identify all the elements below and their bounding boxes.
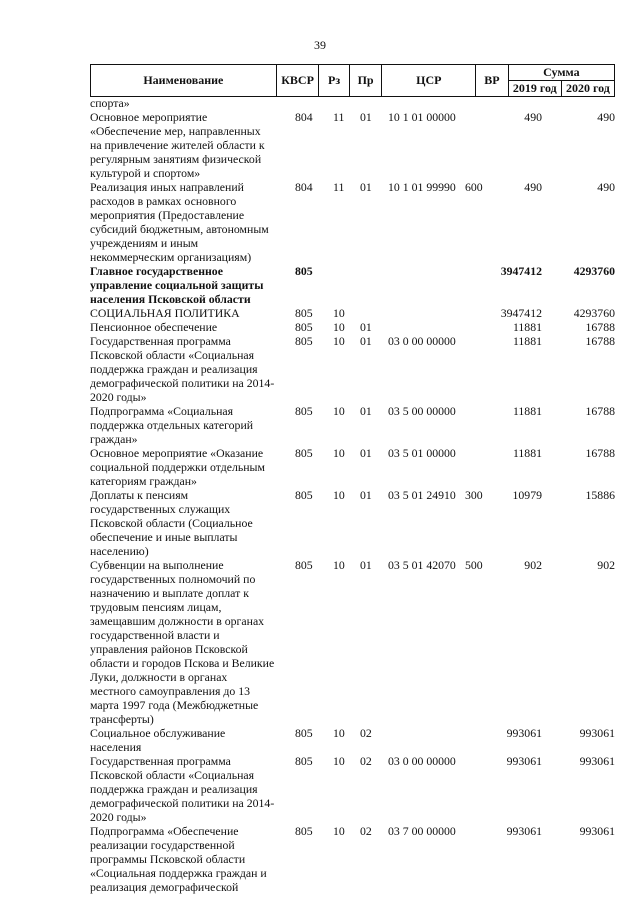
row-rz: 10 xyxy=(333,306,345,320)
header-year-2019: 2019 год xyxy=(508,81,561,97)
header-pr: Пр xyxy=(349,65,382,97)
table-row xyxy=(90,110,615,180)
row-rz: 10 xyxy=(333,320,345,334)
row-pr: 01 xyxy=(360,446,372,460)
row-csr: 03 5 01 42070 xyxy=(388,558,456,572)
row-y2019: 993061 xyxy=(506,754,542,768)
row-vr: 500 xyxy=(465,558,483,572)
row-name: Субвенции на выполнение государственных полномочий по назначению и выплате доплат к трудовым пенсиям лицам, замещавшим должности в органах государственной власти и управления районов Псковской области и городов Пскова и Великие Луки, должности в органах местного самоуправления до 13 марта 1997 года (Межбюджетные трансферты) xyxy=(90,558,275,726)
row-y2020: 16788 xyxy=(585,404,615,418)
row-name: Социальное обслуживание населения xyxy=(90,726,226,754)
row-csr: 03 5 00 00000 xyxy=(388,404,456,418)
header-year-2020: 2020 год xyxy=(561,81,614,97)
header-vr: ВР xyxy=(476,65,508,97)
page-number: 39 xyxy=(314,38,326,52)
header-sum: Сумма xyxy=(508,65,614,81)
row-rz: 10 xyxy=(333,754,345,768)
row-pr: 01 xyxy=(360,334,372,348)
row-y2020: 490 xyxy=(597,110,615,124)
table-row xyxy=(90,180,615,264)
row-y2020: 15886 xyxy=(585,488,615,502)
table-row xyxy=(90,264,615,306)
row-y2020: 16788 xyxy=(585,320,615,334)
row-name: спорта» xyxy=(90,96,130,110)
header-csr: ЦСР xyxy=(382,65,476,97)
row-vr: 600 xyxy=(465,180,483,194)
table-header xyxy=(90,64,615,97)
row-y2019: 3947412 xyxy=(500,306,542,320)
row-name: Основное мероприятие «Обеспечение мер, направленных на привлечение жителей области к регулярным занятиям физической культурой и спортом» xyxy=(90,110,265,180)
row-y2019: 490 xyxy=(524,110,542,124)
row-csr: 03 5 01 24910 xyxy=(388,488,456,502)
row-y2020: 4293760 xyxy=(573,306,615,320)
header-kvsr: КВСР xyxy=(276,65,319,97)
row-y2019: 3947412 xyxy=(500,264,542,278)
row-kvsr: 805 xyxy=(295,726,313,740)
row-y2020: 993061 xyxy=(579,726,615,740)
row-kvsr: 805 xyxy=(295,488,313,502)
row-rz: 10 xyxy=(333,446,345,460)
row-csr: 03 0 00 00000 xyxy=(388,754,456,768)
row-name: Государственная программа Псковской области «Социальная поддержка граждан и реализация демографической политики на 2014-2020 годы» xyxy=(90,754,275,824)
row-y2019: 11881 xyxy=(512,334,542,348)
row-rz: 10 xyxy=(333,404,345,418)
row-pr: 01 xyxy=(360,320,372,334)
row-name: Подпрограмма «Социальная поддержка отдельных категорий граждан» xyxy=(90,404,254,446)
table-body xyxy=(90,96,615,894)
row-rz: 10 xyxy=(333,558,345,572)
row-kvsr: 804 xyxy=(295,110,313,124)
row-y2019: 10979 xyxy=(512,488,542,502)
row-csr: 03 0 00 00000 xyxy=(388,334,456,348)
row-pr: 02 xyxy=(360,726,372,740)
row-pr: 01 xyxy=(360,404,372,418)
row-kvsr: 805 xyxy=(295,264,313,278)
table-row xyxy=(90,446,615,488)
table-row xyxy=(90,320,615,334)
row-kvsr: 805 xyxy=(295,320,313,334)
row-y2019: 11881 xyxy=(512,404,542,418)
table-row xyxy=(90,96,615,110)
row-pr: 02 xyxy=(360,754,372,768)
row-csr: 10 1 01 99990 xyxy=(388,180,456,194)
table-row xyxy=(90,824,615,894)
row-csr: 10 1 01 00000 xyxy=(388,110,456,124)
row-kvsr: 805 xyxy=(295,558,313,572)
row-name: Подпрограмма «Обеспечение реализации государственной программы Псковской области «Социальная поддержка граждан и реализация демографической xyxy=(90,824,267,894)
row-pr: 01 xyxy=(360,558,372,572)
row-rz: 11 xyxy=(333,110,345,124)
row-kvsr: 805 xyxy=(295,446,313,460)
header-rz: Рз xyxy=(319,65,349,97)
table-row xyxy=(90,488,615,558)
row-y2019: 902 xyxy=(524,558,542,572)
row-y2019: 993061 xyxy=(506,824,542,838)
row-y2019: 11881 xyxy=(512,446,542,460)
row-rz: 10 xyxy=(333,726,345,740)
row-name: Доплаты к пенсиям государственных служащих Псковской области (Социальное обеспечение и иные выплаты населению) xyxy=(90,488,253,558)
row-name: СОЦИАЛЬНАЯ ПОЛИТИКА xyxy=(90,306,240,320)
table-row xyxy=(90,726,615,754)
row-kvsr: 805 xyxy=(295,334,313,348)
table-row xyxy=(90,754,615,824)
table-row xyxy=(90,306,615,320)
row-y2020: 4293760 xyxy=(573,264,615,278)
row-rz: 10 xyxy=(333,334,345,348)
row-y2019: 11881 xyxy=(512,320,542,334)
table-row xyxy=(90,404,615,446)
row-y2020: 16788 xyxy=(585,446,615,460)
table-row xyxy=(90,558,615,726)
row-csr: 03 7 00 00000 xyxy=(388,824,456,838)
row-pr: 01 xyxy=(360,488,372,502)
row-kvsr: 804 xyxy=(295,180,313,194)
row-kvsr: 805 xyxy=(295,824,313,838)
row-pr: 02 xyxy=(360,824,372,838)
row-y2020: 16788 xyxy=(585,334,615,348)
row-name: Реализация иных направлений расходов в рамках основного мероприятия (Предоставление субсидий бюджетным, автономным учреждениям и иным некоммерческим организациям) xyxy=(90,180,269,264)
row-y2019: 993061 xyxy=(506,726,542,740)
row-y2020: 490 xyxy=(597,180,615,194)
table-row xyxy=(90,334,615,404)
row-name: Главное государственное управление социальной защиты населения Псковской области xyxy=(90,264,264,306)
row-rz: 10 xyxy=(333,824,345,838)
row-vr: 300 xyxy=(465,488,483,502)
row-kvsr: 805 xyxy=(295,754,313,768)
row-rz: 11 xyxy=(333,180,345,194)
row-y2020: 993061 xyxy=(579,754,615,768)
row-pr: 01 xyxy=(360,110,372,124)
row-name: Основное мероприятие «Оказание социальной поддержки отдельным категориям граждан» xyxy=(90,446,265,488)
row-y2020: 902 xyxy=(597,558,615,572)
row-pr: 01 xyxy=(360,180,372,194)
row-csr: 03 5 01 00000 xyxy=(388,446,456,460)
row-y2019: 490 xyxy=(524,180,542,194)
row-name: Государственная программа Псковской области «Социальная поддержка граждан и реализация демографической политики на 2014-2020 годы» xyxy=(90,334,275,404)
row-y2020: 993061 xyxy=(579,824,615,838)
row-name: Пенсионное обеспечение xyxy=(90,320,218,334)
header-name: Наименование xyxy=(91,65,277,97)
row-rz: 10 xyxy=(333,488,345,502)
row-kvsr: 805 xyxy=(295,306,313,320)
row-kvsr: 805 xyxy=(295,404,313,418)
